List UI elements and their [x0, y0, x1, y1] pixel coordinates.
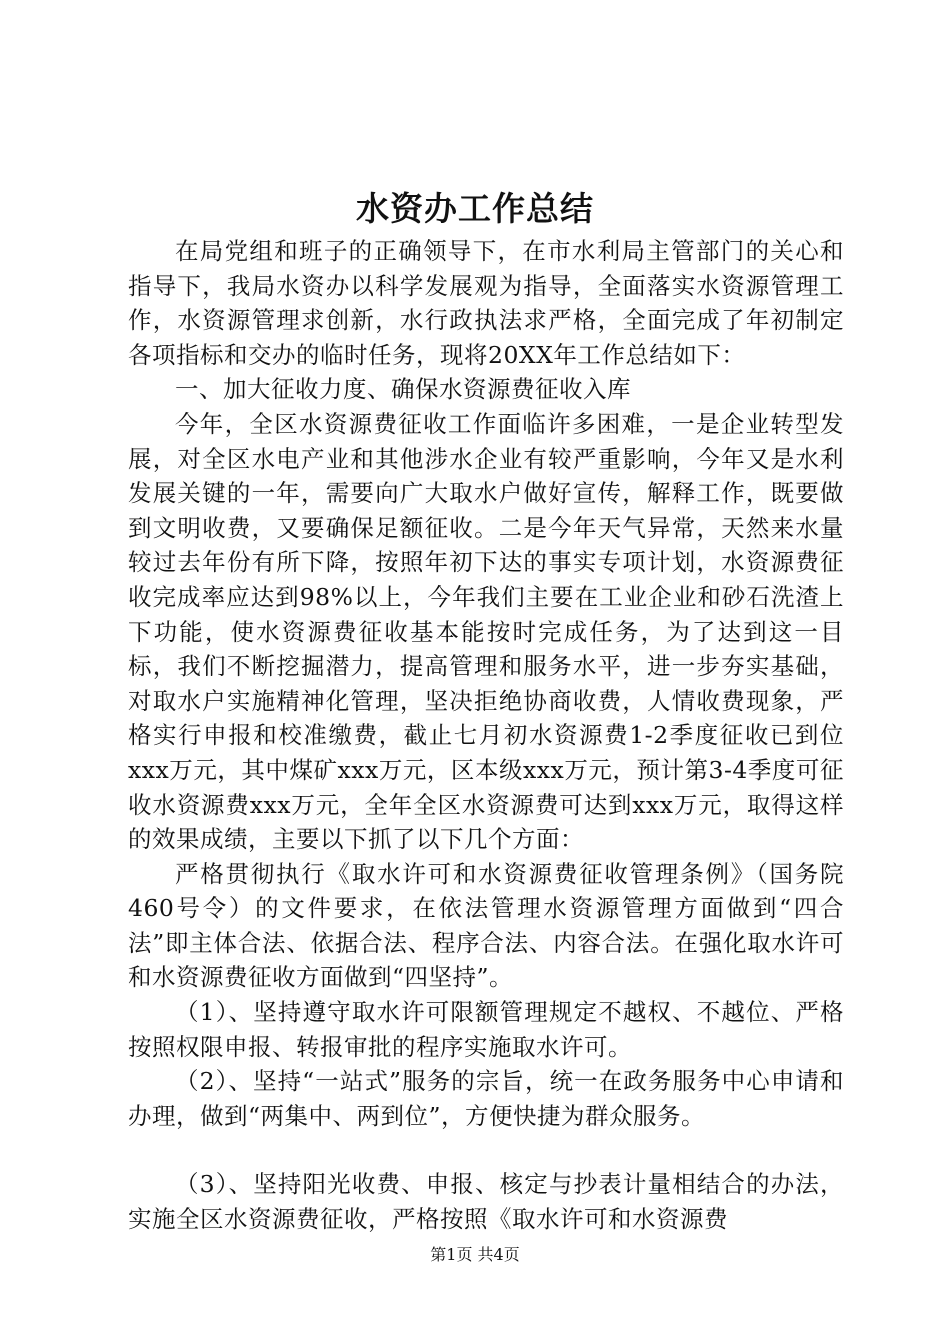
page-number-footer: 第1页 共4页 [430, 1245, 520, 1264]
list-item-3: （3）、坚持阳光收费、申报、核定与抄表计量相结合的办法，实施全区水资源费征收，严格按照《取水许可和水资源费 [128, 1170, 844, 1234]
paragraph-intro: 在局党组和班子的正确领导下，在市水利局主管部门的关心和指导下，我局水资办以科学发展观为指导，全面落实水资源管理工作，水资源管理求创新，水行政执法求严格，全面完成了年初制定各项指标和交办的临时任务，现将20XX年工作总结如下： [128, 237, 844, 369]
list-item-1: （1）、坚持遵守取水许可限额管理规定不越权、不越位、严格按照权限申报、转报审批的程序实施取水许可。 [128, 998, 844, 1061]
paragraph-collection: 今年，全区水资源费征收工作面临许多困难，一是企业转型发展，对全区水电产业和其他涉水企业有较严重影响，今年又是水利发展关键的一年，需要向广大取水户做好宣传，解释工作，既要做到文明收费，又要确保足额征收。二是今年天气异常，天然来水量较过去年份有所下降，按照年初下达的事实专项计划，水资源费征收完成率应达到98%以上，今年我们主要在工业企业和砂石洗渣上下功能，使水资源费征收基本能按时完成任务，为了达到这一目标，我们不断挖掘潜力，提高管理和服务水平，进一步夯实基础，对取水户实施精神化管理，坚决拒绝协商收费，人情收费现象，严格实行申报和校准缴费，截止七月初水资源费1-2季度征收已到位xxx万元，其中煤矿xxx万元，区本级xxx万元，预计第3-4季度可征收水资源费xxx万元，全年全区水资源费可达到xxx万元，取得这样的效果成绩，主要以下抓了以下几个方面： [128, 409, 844, 854]
document-body [128, 234, 844, 1237]
paragraph-regulation: 严格贯彻执行《取水许可和水资源费征收管理条例》（国务院460号令）的文件要求，在依法管理水资源管理方面做到“四合法”即主体合法、依据合法、程序合法、内容合法。在强化取水许可和水资源费征收方面做到“四坚持”。 [128, 859, 844, 992]
list-item-2: （2）、坚持“一站式”服务的宗旨，统一在政务服务中心申请和办理，做到“两集中、两到位”，方便快捷为群众服务。 [128, 1067, 844, 1130]
document-title: 水资办工作总结 [356, 189, 594, 228]
section-heading: 一、加大征收力度、确保水资源费征收入库 [175, 375, 631, 404]
